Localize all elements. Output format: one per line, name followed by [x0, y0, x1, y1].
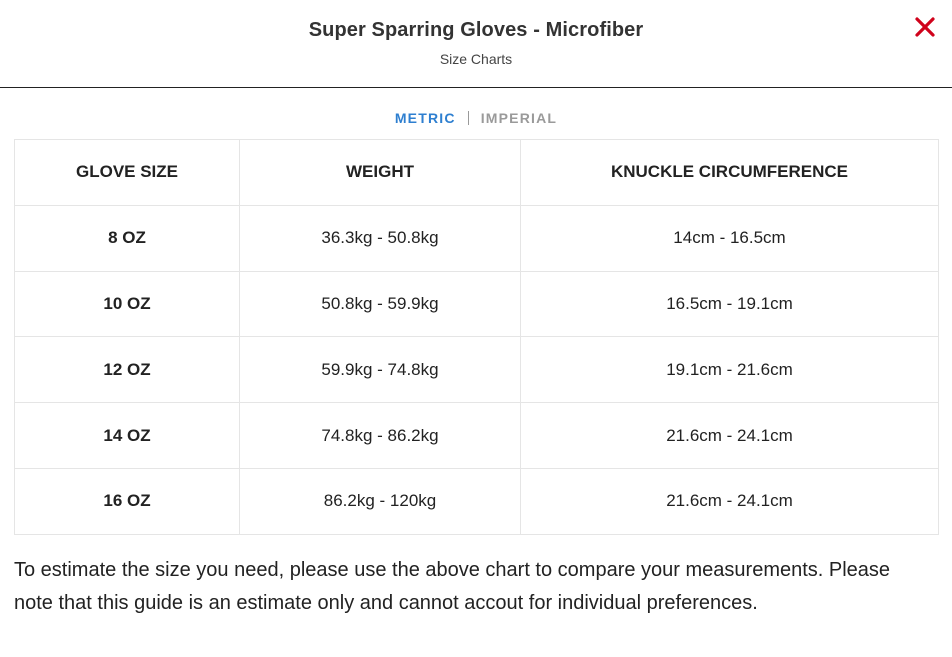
unit-divider [468, 111, 469, 125]
glove-size-cell: 10 OZ [15, 271, 240, 337]
table-row [15, 205, 939, 271]
glove-size-cell: 8 OZ [15, 205, 240, 271]
weight-cell: 50.8kg - 59.9kg [240, 271, 521, 337]
weight-cell: 59.9kg - 74.8kg [240, 337, 521, 403]
weight-cell: 36.3kg - 50.8kg [240, 205, 521, 271]
tab-imperial[interactable]: IMPERIAL [480, 110, 558, 126]
knuckle-circumference-cell: 14cm - 16.5cm [521, 205, 939, 271]
glove-size-cell: 14 OZ [15, 403, 240, 469]
glove-size-cell: 16 OZ [15, 468, 240, 534]
glove-size-cell: 12 OZ [15, 337, 240, 403]
unit-switcher [0, 107, 952, 129]
modal-header [0, 0, 952, 88]
knuckle-circumference-cell: 21.6cm - 24.1cm [521, 468, 939, 534]
column-header-knuckle-circumference: KNUCKLE CIRCUMFERENCE [521, 140, 939, 206]
column-header-weight: WEIGHT [240, 140, 521, 206]
close-icon [912, 14, 938, 40]
weight-cell: 86.2kg - 120kg [240, 468, 521, 534]
table-row [15, 271, 939, 337]
close-button[interactable] [912, 14, 938, 40]
modal-subtitle: Size Charts [439, 51, 513, 67]
knuckle-circumference-cell: 16.5cm - 19.1cm [521, 271, 939, 337]
table-row [15, 403, 939, 469]
column-header-glove-size: GLOVE SIZE [15, 140, 240, 206]
size-guide-note: To estimate the size you need, please use the above chart to compare your measurements. Please note that this guide is an estimate only and cannot accout for individual preferences. [14, 559, 891, 614]
table-row [15, 337, 939, 403]
knuckle-circumference-cell: 19.1cm - 21.6cm [521, 337, 939, 403]
weight-cell: 74.8kg - 86.2kg [240, 403, 521, 469]
table-header-row [15, 140, 939, 206]
modal-title: Super Sparring Gloves - Microfiber [308, 19, 644, 41]
table-row [15, 468, 939, 534]
tab-metric[interactable]: METRIC [394, 110, 456, 126]
knuckle-circumference-cell: 21.6cm - 24.1cm [521, 403, 939, 469]
size-chart-table [14, 139, 939, 535]
